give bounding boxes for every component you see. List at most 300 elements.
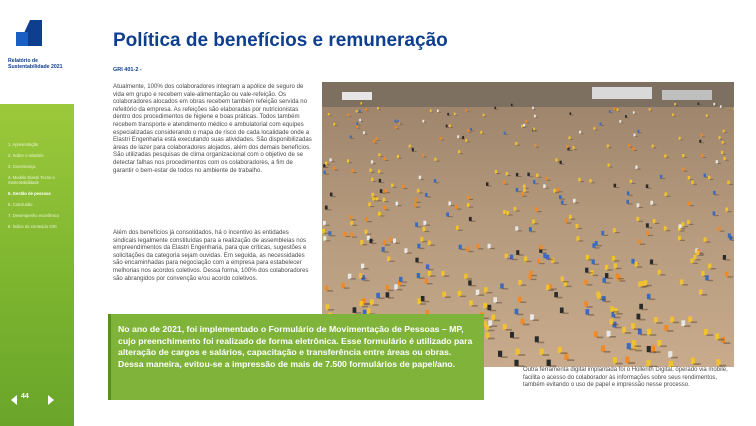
- worker-figure: [523, 188, 526, 192]
- worker-figure: [350, 215, 353, 219]
- worker-shadow: [522, 127, 525, 128]
- worker-shadow: [487, 292, 493, 294]
- worker-shadow: [427, 283, 433, 284]
- worker-shadow: [398, 158, 402, 159]
- worker-figure: [664, 154, 666, 157]
- worker-shadow: [588, 314, 594, 316]
- worker-figure: [341, 283, 345, 288]
- worker-figure: [468, 280, 471, 285]
- worker-figure: [328, 231, 331, 235]
- worker-shadow: [400, 124, 403, 125]
- worker-shadow: [655, 223, 660, 224]
- worker-figure: [377, 107, 379, 110]
- worker-shadow: [725, 259, 730, 260]
- worker-shadow: [652, 204, 656, 205]
- worker-figure: [594, 331, 598, 337]
- worker-figure: [627, 343, 631, 349]
- worker-figure: [613, 357, 617, 363]
- worker-figure: [639, 304, 643, 310]
- worker-shadow: [538, 342, 545, 344]
- worker-figure: [721, 151, 723, 154]
- worker-figure: [469, 217, 472, 221]
- worker-figure: [625, 115, 627, 118]
- worker-shadow: [467, 142, 470, 143]
- nav-item-apresentacao[interactable]: 1. Apresentação: [8, 142, 39, 147]
- worker-figure: [376, 293, 380, 298]
- worker-shadow: [616, 363, 623, 365]
- worker-figure: [467, 129, 469, 132]
- worker-figure: [668, 351, 672, 357]
- worker-shadow: [671, 357, 678, 359]
- worker-shadow: [570, 139, 573, 140]
- nav-item-modelo[interactable]: 4. Modelo Elastri Tecno e Sustentabilidade: [8, 175, 55, 185]
- worker-shadow: [430, 275, 436, 276]
- worker-figure: [679, 137, 681, 140]
- worker-figure: [601, 231, 604, 235]
- worker-shadow: [327, 290, 333, 292]
- worker-shadow: [615, 327, 621, 329]
- worker-figure: [530, 314, 534, 320]
- worker-shadow: [637, 266, 642, 267]
- worker-shadow: [650, 334, 657, 336]
- worker-figure: [646, 184, 649, 188]
- worker-shadow: [482, 134, 485, 135]
- worker-shadow: [513, 337, 520, 339]
- worker-shadow: [419, 192, 423, 193]
- worker-shadow: [517, 314, 523, 316]
- worker-shadow: [703, 157, 707, 158]
- worker-figure: [589, 179, 591, 183]
- worker-figure: [428, 271, 431, 276]
- worker-shadow: [360, 121, 363, 122]
- prev-page-icon[interactable]: [11, 395, 17, 405]
- worker-figure: [359, 119, 361, 122]
- worker-shadow: [428, 269, 434, 270]
- worker-shadow: [373, 181, 377, 182]
- worker-figure: [654, 317, 658, 323]
- worker-figure: [535, 208, 538, 212]
- worker-shadow: [386, 192, 390, 193]
- worker-figure: [584, 301, 588, 307]
- worker-figure: [480, 131, 482, 134]
- worker-figure: [652, 145, 654, 148]
- worker-shadow: [361, 278, 367, 279]
- worker-shadow: [695, 259, 700, 260]
- worker-shadow: [523, 324, 529, 326]
- worker-shadow: [715, 105, 718, 106]
- worker-figure: [546, 255, 549, 260]
- worker-figure: [350, 135, 352, 138]
- worker-shadow: [535, 183, 539, 184]
- worker-shadow: [505, 134, 508, 135]
- worker-shadow: [417, 202, 421, 203]
- worker-shadow: [612, 324, 618, 326]
- worker-shadow: [634, 150, 638, 151]
- worker-figure: [378, 170, 380, 174]
- worker-shadow: [635, 136, 638, 137]
- worker-shadow: [730, 237, 734, 238]
- worker-shadow: [417, 226, 422, 227]
- worker-shadow: [523, 196, 527, 197]
- worker-shadow: [325, 174, 329, 175]
- worker-shadow: [520, 302, 526, 304]
- worker-figure: [434, 179, 436, 183]
- worker-figure: [359, 273, 362, 278]
- worker-shadow: [653, 147, 657, 148]
- worker-shadow: [331, 161, 335, 162]
- worker-figure: [570, 112, 572, 115]
- worker-shadow: [346, 236, 351, 237]
- worker-shadow: [656, 322, 662, 324]
- worker-shadow: [469, 199, 473, 200]
- worker-figure: [678, 236, 681, 241]
- worker-figure: [353, 307, 357, 313]
- worker-shadow: [349, 116, 352, 117]
- worker-figure: [393, 239, 396, 244]
- worker-figure: [323, 171, 325, 175]
- worker-figure: [325, 285, 329, 290]
- worker-shadow: [534, 130, 537, 131]
- worker-figure: [718, 227, 721, 231]
- worker-shadow: [460, 296, 466, 298]
- worker-figure: [325, 206, 328, 210]
- worker-shadow: [367, 234, 372, 235]
- worker-shadow: [662, 178, 666, 179]
- worker-shadow: [634, 345, 641, 347]
- body-paragraph-1: Atualmente, 100% dos colaboradores integram a apólice de seguro de vida em grupo e recebem vale-alimentação ou vale-refeição. Os colaboradores alocados em obras recebem também refeição servida no refeitório da empresa. As refeições são elaboradas por nutricionistas dentro dos procedimentos de higiene e boas práticas. Todos também recebem transporte e atendimento médico e ambulatorial com equipes especializadas considerando o mapa de risco de cada localidade onde a Elastri Engenharia está executando suas atividades. São disponibilizadas áreas de lazer para colaboradores alojados, além dos demais benefícios. São utilizadas pesquisas de clima organizacional com o objetivo de se detectar falhas nos procedimentos com os colaboradores, a fim de garantir o bem-estar de todos no ambiente de trabalho.: [113, 83, 312, 174]
- worker-figure: [553, 189, 556, 193]
- worker-shadow: [325, 167, 329, 168]
- worker-figure: [370, 239, 373, 244]
- worker-shadow: [593, 275, 599, 276]
- worker-figure: [360, 301, 364, 307]
- worker-shadow: [574, 149, 578, 150]
- worker-figure: [373, 140, 375, 143]
- worker-figure: [670, 317, 674, 323]
- worker-figure: [650, 201, 653, 205]
- worker-figure: [664, 325, 668, 331]
- worker-figure: [688, 316, 692, 322]
- worker-figure: [679, 224, 682, 228]
- worker-figure: [543, 184, 546, 188]
- worker-shadow: [507, 258, 512, 259]
- worker-figure: [459, 245, 462, 250]
- worker-figure: [442, 292, 446, 297]
- worker-figure: [727, 181, 729, 185]
- worker-figure: [634, 134, 636, 137]
- worker-shadow: [600, 299, 606, 301]
- worker-figure: [558, 347, 562, 353]
- sidebar-nav: [8, 142, 70, 235]
- worker-figure: [476, 244, 479, 249]
- worker-shadow: [555, 192, 559, 193]
- worker-figure: [526, 120, 528, 123]
- worker-figure: [367, 236, 370, 241]
- worker-shadow: [649, 352, 656, 354]
- worker-shadow: [467, 111, 470, 112]
- worker-shadow: [430, 245, 435, 246]
- nav-item-indice-gri[interactable]: 8. Índice de conteúdo GRI: [8, 224, 57, 229]
- worker-figure: [619, 120, 621, 123]
- worker-figure: [465, 109, 467, 112]
- worker-figure: [724, 157, 726, 160]
- callout-box: [108, 314, 484, 400]
- worker-shadow: [517, 230, 522, 231]
- worker-shadow: [634, 328, 641, 330]
- worker-figure: [378, 212, 381, 216]
- worker-shadow: [371, 172, 375, 173]
- worker-shadow: [724, 342, 731, 344]
- worker-shadow: [535, 117, 538, 118]
- worker-figure: [464, 274, 467, 279]
- worker-figure: [592, 259, 595, 264]
- worker-figure: [699, 140, 701, 143]
- worker-figure: [516, 188, 519, 192]
- worker-figure: [326, 304, 330, 310]
- worker-figure: [495, 170, 497, 174]
- worker-figure: [323, 236, 326, 241]
- worker-shadow: [515, 210, 520, 211]
- worker-shadow: [416, 207, 420, 208]
- worker-shadow: [660, 274, 666, 275]
- worker-figure: [627, 191, 630, 195]
- nav-item-governanca[interactable]: 3. Governança: [8, 164, 36, 169]
- worker-shadow: [701, 294, 707, 296]
- worker-shadow: [445, 296, 451, 298]
- worker-shadow: [372, 243, 377, 244]
- worker-figure: [506, 172, 508, 176]
- nav-item-conclusao[interactable]: 6. Conclusão: [8, 202, 33, 207]
- worker-figure: [616, 274, 619, 279]
- worker-shadow: [568, 148, 572, 149]
- worker-shadow: [435, 182, 439, 183]
- worker-figure: [628, 144, 630, 147]
- worker-figure: [348, 274, 351, 279]
- worker-figure: [565, 219, 568, 223]
- worker-shadow: [330, 235, 335, 236]
- worker-shadow: [370, 206, 374, 207]
- worker-shadow: [438, 112, 441, 113]
- worker-shadow: [444, 275, 450, 276]
- worker-figure: [515, 142, 517, 145]
- worker-shadow: [366, 111, 369, 112]
- worker-figure: [617, 108, 619, 111]
- worker-shadow: [350, 278, 356, 279]
- worker-shadow: [684, 171, 688, 172]
- worker-figure: [333, 123, 335, 126]
- worker-figure: [696, 251, 699, 256]
- worker-shadow: [380, 156, 384, 157]
- worker-shadow: [681, 228, 686, 229]
- worker-figure: [705, 275, 708, 280]
- worker-figure: [626, 200, 629, 204]
- worker-shadow: [616, 268, 622, 269]
- worker-figure: [467, 203, 470, 207]
- worker-figure: [350, 221, 353, 225]
- worker-shadow: [329, 115, 332, 116]
- worker-figure: [704, 174, 706, 178]
- sidebar: [0, 0, 74, 426]
- worker-shadow: [335, 125, 338, 126]
- worker-figure: [638, 282, 642, 287]
- worker-figure: [555, 158, 557, 161]
- worker-shadow: [362, 306, 368, 308]
- worker-figure: [651, 346, 655, 352]
- worker-shadow: [647, 188, 651, 189]
- worker-shadow: [701, 143, 704, 144]
- worker-shadow: [723, 154, 727, 155]
- worker-figure: [607, 145, 609, 148]
- worker-figure: [593, 127, 595, 130]
- worker-shadow: [561, 199, 565, 200]
- worker-figure: [682, 168, 684, 172]
- worker-figure: [419, 176, 421, 180]
- worker-figure: [713, 103, 715, 106]
- worker-shadow: [448, 216, 453, 217]
- worker-figure: [638, 240, 641, 245]
- worker-figure: [536, 174, 538, 178]
- worker-figure: [701, 134, 703, 137]
- worker-figure: [719, 136, 721, 139]
- worker-shadow: [531, 231, 536, 232]
- worker-figure: [551, 258, 554, 263]
- worker-shadow: [710, 179, 714, 180]
- worker-figure: [498, 351, 502, 357]
- worker-shadow: [558, 191, 562, 192]
- worker-figure: [422, 154, 424, 157]
- nav-item-gestao-pessoas[interactable]: 5. Gestão de pessoas: [8, 191, 51, 196]
- worker-figure: [387, 256, 390, 261]
- worker-shadow: [567, 223, 572, 224]
- worker-figure: [647, 294, 651, 299]
- worker-figure: [650, 260, 653, 265]
- worker-shadow: [352, 225, 357, 226]
- worker-shadow: [727, 211, 732, 212]
- worker-shadow: [553, 262, 558, 263]
- worker-figure: [560, 308, 564, 314]
- worker-shadow: [384, 251, 389, 252]
- worker-figure: [521, 319, 525, 325]
- worker-shadow: [471, 285, 477, 286]
- worker-shadow: [410, 147, 414, 148]
- worker-figure: [658, 270, 661, 275]
- worker-figure: [632, 147, 634, 150]
- worker-shadow: [680, 140, 683, 141]
- worker-shadow: [517, 145, 520, 146]
- worker-shadow: [561, 164, 565, 165]
- worker-figure: [690, 258, 693, 263]
- worker-figure: [466, 247, 469, 252]
- worker-figure: [687, 220, 690, 224]
- worker-figure: [396, 202, 399, 206]
- worker-figure: [569, 136, 571, 139]
- worker-figure: [456, 226, 459, 230]
- worker-figure: [716, 160, 718, 163]
- nav-item-desempenho[interactable]: 7. Desempenho econômico: [8, 213, 59, 218]
- worker-shadow: [675, 105, 678, 106]
- next-page-icon[interactable]: [48, 395, 54, 405]
- worker-shadow: [501, 356, 508, 358]
- worker-shadow: [407, 252, 412, 253]
- worker-shadow: [362, 244, 367, 245]
- worker-shadow: [652, 264, 657, 265]
- worker-shadow: [420, 179, 424, 180]
- worker-shadow: [324, 233, 329, 234]
- worker-shadow: [521, 285, 527, 286]
- worker-figure: [534, 144, 536, 147]
- worker-shadow: [525, 192, 529, 193]
- worker-figure: [382, 247, 385, 252]
- worker-figure: [449, 125, 451, 128]
- worker-figure: [470, 128, 472, 131]
- worker-figure: [622, 327, 626, 333]
- worker-figure: [395, 126, 397, 129]
- worker-shadow: [466, 278, 472, 279]
- worker-figure: [514, 360, 518, 366]
- worker-shadow: [364, 280, 370, 281]
- worker-shadow: [616, 313, 622, 315]
- worker-shadow: [332, 196, 336, 197]
- worker-shadow: [385, 209, 390, 210]
- worker-figure: [647, 329, 651, 335]
- worker-shadow: [707, 117, 710, 118]
- worker-shadow: [628, 203, 632, 204]
- worker-figure: [560, 161, 562, 164]
- callout-accent-bar: [108, 314, 111, 400]
- worker-figure: [469, 300, 473, 306]
- worker-figure: [529, 227, 532, 231]
- worker-figure: [535, 336, 539, 342]
- nav-item-sobre-relatorio[interactable]: 2. Sobre o relatório: [8, 153, 44, 158]
- worker-figure: [631, 323, 635, 329]
- worker-shadow: [418, 262, 423, 263]
- worker-shadow: [496, 173, 500, 174]
- worker-shadow: [488, 338, 495, 340]
- worker-figure: [404, 248, 407, 253]
- worker-shadow: [724, 132, 727, 133]
- worker-shadow: [571, 115, 574, 116]
- worker-shadow: [683, 226, 688, 227]
- worker-shadow: [372, 163, 376, 164]
- worker-shadow: [607, 269, 613, 270]
- page-title: Política de benefícios e remuneração: [113, 30, 448, 51]
- worker-shadow: [660, 345, 667, 347]
- worker-shadow: [385, 244, 390, 245]
- worker-shadow: [587, 306, 593, 308]
- worker-shadow: [634, 114, 637, 115]
- worker-shadow: [640, 244, 645, 245]
- worker-figure: [682, 154, 684, 157]
- worker-shadow: [419, 278, 425, 279]
- worker-figure: [351, 169, 353, 173]
- worker-figure: [716, 359, 720, 365]
- worker-figure: [505, 254, 508, 259]
- worker-shadow: [567, 359, 574, 361]
- worker-shadow: [353, 172, 357, 173]
- worker-figure: [607, 331, 611, 337]
- worker-shadow: [507, 175, 511, 176]
- worker-figure: [576, 224, 579, 228]
- worker-shadow: [618, 111, 621, 112]
- worker-shadow: [538, 177, 542, 178]
- company-logo-icon: [14, 18, 44, 48]
- worker-figure: [511, 104, 513, 107]
- worker-figure: [356, 125, 358, 128]
- worker-figure: [725, 272, 728, 277]
- worker-shadow: [605, 301, 611, 303]
- worker-figure: [323, 221, 326, 225]
- worker-figure: [573, 199, 576, 203]
